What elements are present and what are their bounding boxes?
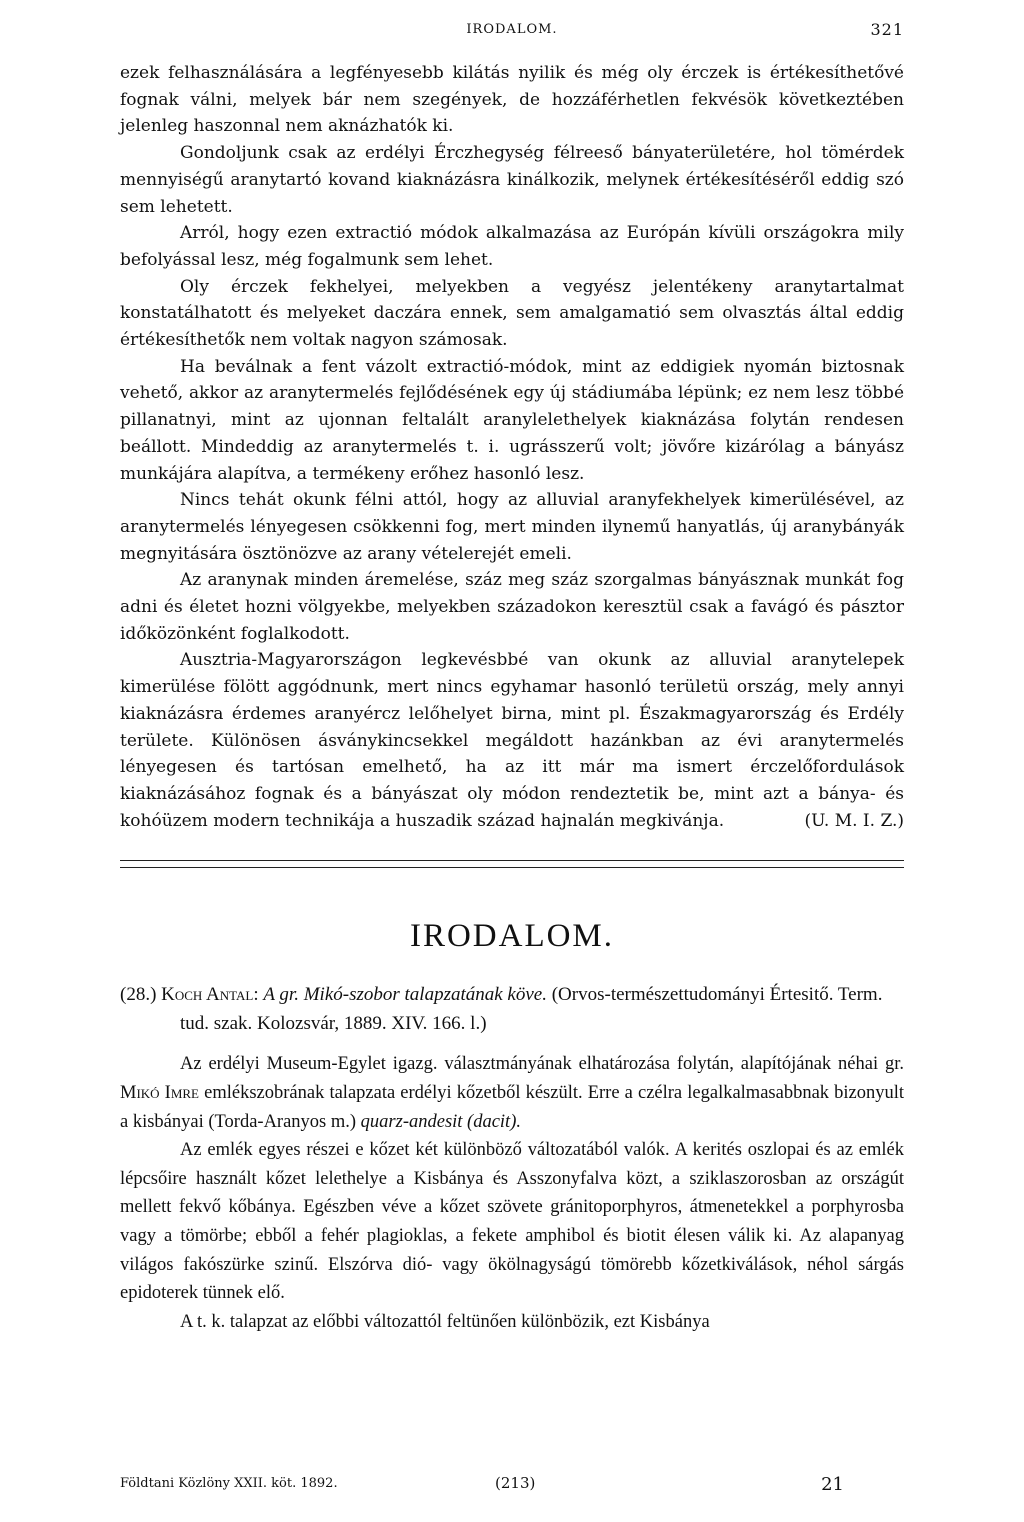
- paragraph: ezek felhasználására a legfényesebb kilátás nyilik és még oly érczek is értékesíthetővé fognak válni, melyek bár nem szegények, de hozzáférhetlen fekvésök következtében jelenleg haszonnal nem aknázhatók ki.: [120, 63, 904, 137]
- section-divider: [120, 860, 904, 868]
- running-header: [120, 22, 904, 42]
- reference-source: (Orvos-természettudományi Értesitő. Term. tud. szak. Kolozsvár, 1889. XIV. 166. l.): [180, 984, 883, 1035]
- text-column: [120, 60, 904, 1336]
- section-heading: IRODALOM.: [409, 918, 615, 955]
- review-paragraph: [120, 1050, 904, 1136]
- running-title: IRODALOM.: [466, 22, 558, 37]
- rock-name: quarz-andesit (dacit).: [360, 1111, 521, 1132]
- journal-citation: Földtani Közlöny XXII. köt. 1892.: [120, 1476, 338, 1491]
- review-paragraph: A t. k. talapzat az előbbi változattól feltünően különbözik, ezt Kisbánya: [180, 1311, 710, 1332]
- review-text-part: emlékszobrának talapzata erdélyi kőzetből készült. Erre a czélra legalkalmasabbnak bizonyult a kisbányai (Torda-Aranyos m.): [120, 1082, 905, 1132]
- review-paragraph: Az emlék egyes részei e kőzet két különböző változatából valók. A kerités oszlopai és az emlék lépcsőire használt kőzet lelethelye a Kisbánya és Asszonyfalva közt, a sziklaszorosban az országút mellett fekvő kőbánya. Egészben véve a kőzet szövete gránitoporphyros, átmenetekkel a porphyrosba vagy a tömörbe; ebből a fehér plagioklas, a fekete amphibol és biotit élesen válik ki. Az alapanyag világos fakószürke szinű. Elszórva dió- vagy ökölnagyságú tömörebb kőzetkiválások, néhol sárgás epidoterek tünnek elő.: [120, 1140, 904, 1304]
- paragraph-text: Ausztria-Magyarországon legkevésbbé van okunk az alluvial aranytelepek kimerülése fölött aggódnunk, mert nincs egyhamar hasonló területü ország, mely annyi kiaknázásra érdemes aranyércz lelőhelyet birna, mint pl. Északmagyarország és Erdély területe. Különösen ásványkincsekkel megáldott hazánkban az évi aranytermelés lényegesen és tartósan emelhető, ha az itt már ma ismert érczelőfordulások kiaknázásához fognak és a bányászat oly módon rendeztetik be, mint azt a bánya- és kohóüzem modern technikája a huszadik század hajnalán megkivánja.: [120, 650, 904, 831]
- bibliographic-reference: [120, 980, 904, 1038]
- paragraph: Arról, hogy ezen extractió módok alkalmazása az Európán kívüli országokra mily befolyással lesz, még fogalmunk sem lehet.: [120, 223, 904, 270]
- review-text: [120, 1050, 904, 1336]
- page-number: 321: [870, 20, 904, 39]
- paragraph: Oly érczek fekhelyei, melyekben a vegyész jelentékeny aranytartalmat konstatálhatott és melyeket daczára ennek, sem amalgamatió sem olvasztás által eddig értékesíthetők nem voltak nagyon számosak.: [120, 276, 904, 351]
- paragraph-with-signature: [120, 647, 904, 834]
- paragraph: Nincs tehát okunk félni attól, hogy az alluvial aranyfekhelyek kimerülésével, az aranytermelés lényegesen csökkenni fog, mert minden ilynemű hanyatlás, új aranybányák megnyitására ösztönözve az arany vételerejét emeli.: [120, 490, 904, 564]
- author-signature: (U. M. I. Z.): [804, 810, 904, 831]
- sheet-number: 21: [821, 1474, 844, 1495]
- reference-author: Koch Antal: [161, 984, 254, 1006]
- reference-number: (28.): [120, 984, 157, 1006]
- paragraph: Gondoljunk csak az erdélyi Érczhegység félreeső bányaterületére, hol tömérdek mennyiségű aranytartó kovand kiaknázásra kinálkozik, melynek értékesítéséről eddig szó sem lehetett.: [120, 143, 904, 217]
- reference-title: A gr. Mikó-szobor talapzatának köve.: [263, 984, 547, 1006]
- reference-colon: :: [253, 984, 259, 1006]
- paragraph: Az aranynak minden áremelése, száz meg száz szorgalmas bányásznak munkát fog adni és életet hozni völgyekbe, melyekben századokon keresztül csak a favágó és pásztor időközönként foglalkodott.: [120, 570, 904, 644]
- sheet-signature: (213): [495, 1474, 536, 1492]
- person-name: Mikó Imre: [120, 1082, 200, 1103]
- review-text-part: Az erdélyi Museum-Egylet igazg. választmányának elhatározása folytán, alapítójának néhai gr.: [180, 1054, 904, 1075]
- page-footer: [120, 1468, 904, 1498]
- paragraph: Ha beválnak a fent vázolt extractió-módok, mint az eddigiek nyomán biztosnak vehető, akkor az aranytermelés fejlődésének egy új stádiumába lépünk; ez nem lesz többé pillanatnyi, mint az ujonnan feltalált aranylelethelyek kiaknázása folytán rendesen beállott. Mindeddig az aranytermelés t. i. ugrásszerű volt; jövőre kizárólag a bányász munkájára alapítva, a termékeny erőhez hasonló lesz.: [120, 356, 904, 484]
